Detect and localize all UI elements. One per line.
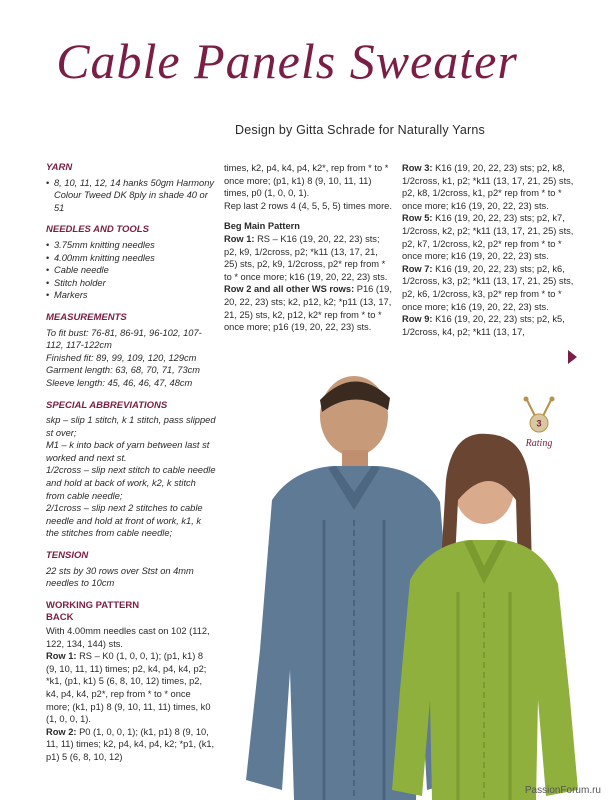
abbreviations-heading: SPECIAL ABBREVIATIONS <box>46 399 168 411</box>
tension-heading: TENSION <box>46 550 89 562</box>
page-title: Cable Panels Sweater <box>56 33 518 89</box>
pattern-row-7 <box>402 263 574 313</box>
column-left <box>46 162 216 764</box>
main-pattern-heading: Beg Main Pattern <box>224 221 300 232</box>
measurement-fit: Finished fit: 89, 99, 109, 120, 129cm <box>46 352 197 363</box>
abbreviation-21cross: 2/1cross – slip next 2 stitches to cable needle and hold at front of work, k1, k the stitches from cable needle; <box>46 503 203 539</box>
tools-list <box>46 239 216 302</box>
pattern-row-1 <box>224 233 392 283</box>
pattern-row-2 <box>224 283 392 333</box>
tools-item: • Cable needle <box>54 264 216 277</box>
watermark: PassionForum.ru <box>524 785 601 796</box>
pattern-row-5 <box>402 212 574 262</box>
row-text: K16 (19, 20, 22, 23) sts; p2, k8, 1/2cross, k1, p2; *k11 (13, 17, 21, 25) sts, p2, k8, 1/2cross, k1, p2* rep from * to * once more; k16 (19, 20, 22, 23) sts. <box>402 163 574 211</box>
yarn-heading: YARN <box>46 162 73 173</box>
row-label: Row 5: <box>402 213 433 224</box>
abbreviation-skp: skp – slip 1 stitch, k 1 stitch, pass slipped st over; <box>46 415 216 438</box>
measurements-heading: MEASUREMENTS <box>46 311 127 323</box>
measurement-length: Garment length: 63, 68, 70, 71, 73cm <box>46 365 201 376</box>
sweater-photo-illustration <box>232 370 609 800</box>
rating-label: Rating <box>525 438 553 449</box>
models-photo <box>232 370 609 800</box>
measurement-sleeve: Sleeve length: 45, 46, 46, 47, 48cm <box>46 377 193 388</box>
row-label: Row 9: <box>402 314 433 325</box>
yarn-list <box>46 177 216 215</box>
row-text: K16 (19, 20, 22, 23) sts; p2, k7, 1/2cross, k2, p2; *k11 (13, 17, 21, 25) sts, p2, k7, 1/2cross, k2, p2* rep from * to * once more; k16 (19, 20, 22, 23) sts. <box>402 213 574 262</box>
back-heading: BACK <box>46 612 74 624</box>
pattern-row-3 <box>402 162 574 212</box>
column-right <box>402 162 574 338</box>
row-label: Row 1: <box>224 233 255 244</box>
repeat-text: Rep last 2 rows 4 (4, 5, 5, 5) times more. <box>224 200 392 211</box>
row-label: Row 2 and all other WS rows: <box>224 284 355 295</box>
row-text: RS – K0 (1, 0, 0, 1); (p1, k1) 8 (9, 10, 11, 11) times; p2, k4, p4, k4, p2; *k1, (p1, k1) 5 (6, 8, 10, 12) times, p2, k4, p4, k4, p2*, rep from * to * once more; (k1, p1) 8 (9, 10, 11, 11) times, k0 (1, 0, 0, 1). <box>46 651 211 725</box>
row-text: P0 (1, 0, 0, 1); (k1, p1) 8 (9, 10, 11, 11) times; k2, p4, k4, p4, k2; *p1, (k1, p1) 5 (6, 8, 10, 12) <box>46 726 215 762</box>
row-text: RS – K16 (19, 20, 22, 23) sts; p2, k9, 1/2cross, p2; *k11 (13, 17, 21, 25) sts, p2, k9, 1/2cross, p2* rep from * to * once more; k16 (19, 20, 22, 23) sts. <box>224 233 388 282</box>
row-label: Row 3: <box>402 163 433 173</box>
abbreviation-12cross: 1/2cross – slip next stitch to cable needle and hold at back of work, k2, k stitch from cable needle; <box>46 465 216 501</box>
row-text: K16 (19, 20, 22, 23) sts; p2, k5, 1/2cross, k4, p2; *k11 (13, 17, <box>402 314 565 337</box>
row-label: Row 2: <box>46 726 77 737</box>
back-cast-on: With 4.00mm needles cast on 102 (112, 122, 134, 144) sts. <box>46 626 210 649</box>
tension-text: 22 sts by 30 rows over Stst on 4mm needles to 10cm <box>46 565 194 589</box>
row-text: K16 (19, 20, 22, 23) sts; p2, k6, 1/2cross, k3, p2; *k11 (13, 17, 21, 25) sts, p2, k6, 1/2cross, k3, p2* rep from * to * once more; k16 (19, 20, 22, 23) sts. <box>402 263 574 312</box>
row-text: P16 (19, 20, 22, 23) sts; k2, p12, k2; *p11 (13, 17, 21, 25) sts, k2, p12, k2* rep from * to * once more; p16 (19, 20, 22, 23) sts. <box>224 284 392 333</box>
tools-item: • Markers <box>54 289 216 302</box>
tools-item: • 4.00mm knitting needles <box>54 252 216 265</box>
tools-item: • 3.75mm knitting needles <box>54 239 216 252</box>
tools-item: • Stitch holder <box>54 277 216 290</box>
continue-arrow-icon <box>568 350 577 364</box>
row-label: Row 7: <box>402 263 433 274</box>
column-middle <box>224 162 392 334</box>
row-label: Row 1: <box>46 651 77 662</box>
continued-text: times, k2, p4, k4, p4, k2*, rep from * to * once more; (p1, k1) 8 (9, 10, 11, 11) times, p0 (1, 0, 0, 1). <box>224 163 389 199</box>
back-row-2 <box>46 726 216 764</box>
pattern-row-9 <box>402 313 574 338</box>
measurement-bust: To fit bust: 76-81, 86-91, 96-102, 107-112, 117-122cm <box>46 327 202 351</box>
yarn-item: • 8, 10, 11, 12, 14 hanks 50gm Harmony Colour Tweed DK 8ply in shade 40 or 51 <box>54 177 216 215</box>
back-row-1 <box>46 650 216 726</box>
working-pattern-heading: WORKING PATTERN <box>46 599 140 611</box>
abbreviation-m1: M1 – k into back of yarn between last st worked and next st. <box>46 440 210 463</box>
svg-text:3: 3 <box>536 418 542 429</box>
tools-heading: NEEDLES AND TOOLS <box>46 224 149 236</box>
designer-byline: Design by Gitta Schrade for Naturally Yarns <box>235 123 485 137</box>
